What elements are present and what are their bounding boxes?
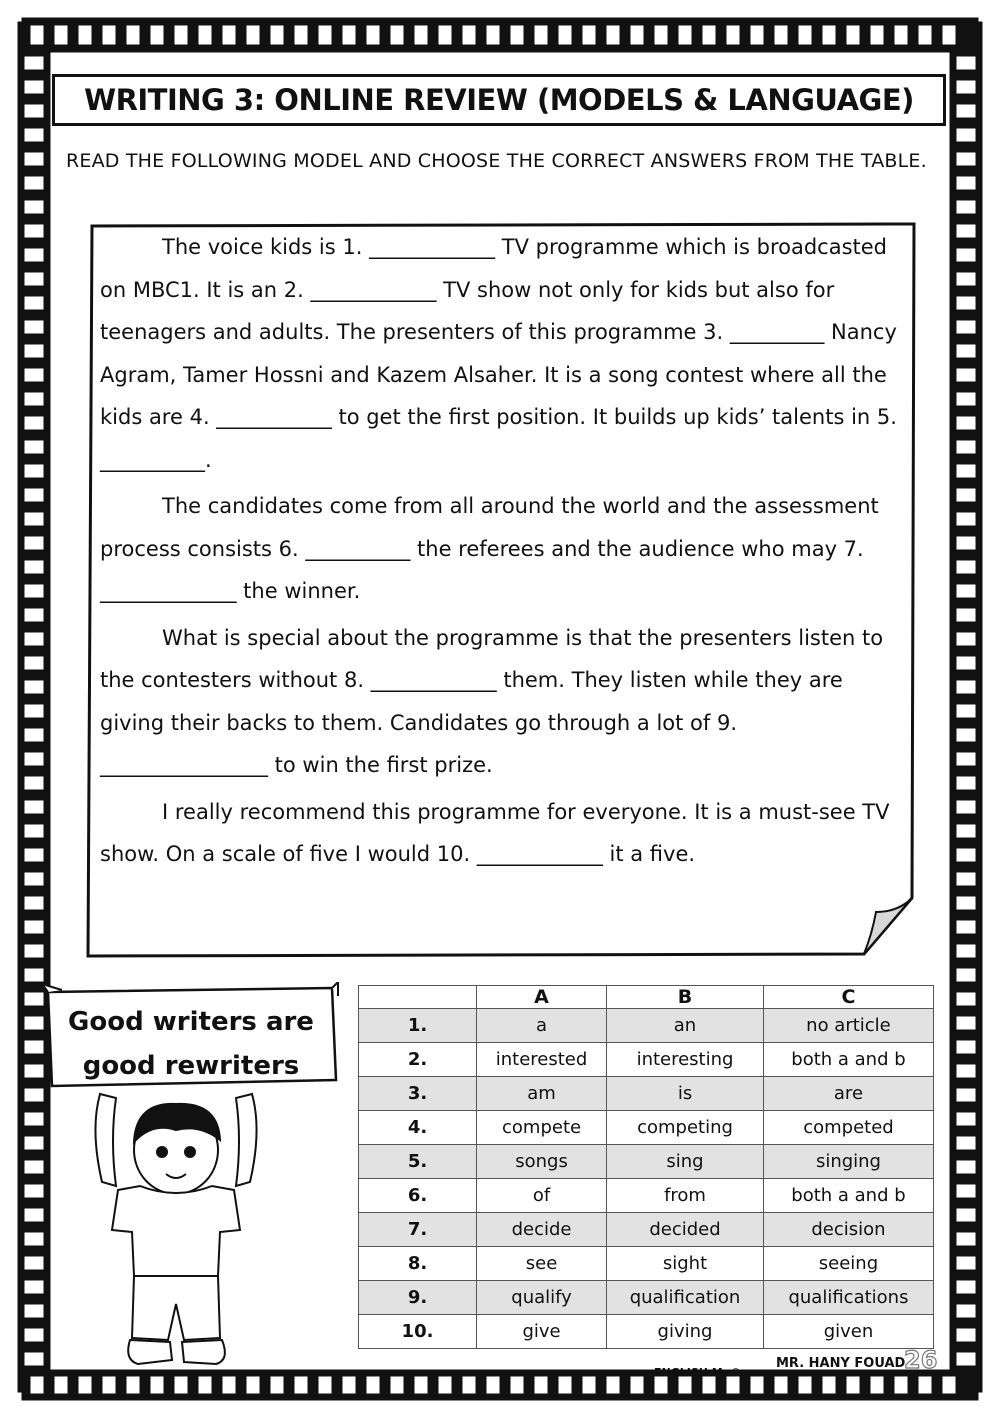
frame-hole bbox=[294, 25, 308, 45]
frame-hole bbox=[126, 25, 140, 45]
frame-hole bbox=[956, 872, 976, 886]
table-header-row bbox=[359, 986, 934, 1009]
frame-hole bbox=[24, 1232, 44, 1246]
frame-hole bbox=[24, 152, 44, 166]
frame-hole bbox=[956, 992, 976, 1006]
frame-hole bbox=[24, 584, 44, 598]
frame-hole bbox=[174, 25, 188, 45]
frame-hole bbox=[582, 25, 596, 45]
frame-hole bbox=[30, 25, 44, 45]
option-cell-b: giving bbox=[607, 1315, 764, 1349]
option-cell-a: songs bbox=[477, 1145, 607, 1179]
header-number bbox=[359, 986, 477, 1009]
frame-hole bbox=[846, 25, 860, 45]
table-row bbox=[359, 1145, 934, 1179]
frame-hole bbox=[24, 1184, 44, 1198]
frame-hole bbox=[942, 25, 956, 45]
frame-hole bbox=[774, 1376, 788, 1394]
frame-hole bbox=[956, 608, 976, 622]
frame-hole bbox=[486, 25, 500, 45]
option-cell-b: sight bbox=[607, 1247, 764, 1281]
frame-hole bbox=[366, 25, 380, 45]
row-number-cell: 9. bbox=[359, 1281, 477, 1315]
frame-hole bbox=[822, 25, 836, 45]
frame-hole bbox=[24, 1352, 44, 1366]
option-cell-a: decide bbox=[477, 1213, 607, 1247]
frame-hole bbox=[918, 25, 932, 45]
option-cell-b: competing bbox=[607, 1111, 764, 1145]
frame-hole bbox=[24, 1256, 44, 1270]
frame-hole bbox=[606, 25, 620, 45]
frame-hole bbox=[956, 1136, 976, 1150]
frame-hole bbox=[774, 25, 788, 45]
banner-line-2: good rewriters bbox=[82, 1051, 300, 1081]
table-row bbox=[359, 1281, 934, 1315]
frame-hole bbox=[956, 392, 976, 406]
frame-hole bbox=[78, 25, 92, 45]
frame-hole bbox=[24, 728, 44, 742]
frame-hole bbox=[342, 25, 356, 45]
frame-hole bbox=[956, 680, 976, 694]
option-cell-b: interesting bbox=[607, 1043, 764, 1077]
frame-hole bbox=[956, 512, 976, 526]
frame-hole bbox=[630, 25, 644, 45]
frame-hole bbox=[24, 200, 44, 214]
answers-table bbox=[358, 985, 934, 1349]
frame-hole bbox=[702, 25, 716, 45]
frame-hole bbox=[956, 464, 976, 478]
frame-hole bbox=[24, 1160, 44, 1174]
review-paragraph-4: I really recommend this programme for everyone. It is a must-see TV show. On a scale of five I would 10. ____________ it a five. bbox=[100, 799, 890, 866]
table-row bbox=[359, 1247, 934, 1281]
frame-hole bbox=[24, 392, 44, 406]
option-cell-b: sing bbox=[607, 1145, 764, 1179]
frame-hole bbox=[24, 656, 44, 670]
frame-hole bbox=[558, 1376, 572, 1394]
frame-hole bbox=[486, 1376, 500, 1394]
frame-hole bbox=[510, 25, 524, 45]
frame-hole bbox=[956, 1232, 976, 1246]
table-row bbox=[359, 1213, 934, 1247]
frame-hole bbox=[956, 440, 976, 454]
frame-hole bbox=[222, 25, 236, 45]
frame-hole bbox=[956, 1304, 976, 1318]
option-cell-a: a bbox=[477, 1009, 607, 1043]
frame-hole bbox=[956, 920, 976, 934]
frame-hole bbox=[24, 320, 44, 334]
frame-hole bbox=[318, 1376, 332, 1394]
frame-hole bbox=[956, 704, 976, 718]
frame-hole bbox=[846, 1376, 860, 1394]
frame-hole bbox=[24, 80, 44, 94]
frame-hole bbox=[942, 1376, 956, 1394]
frame-hole bbox=[24, 968, 44, 982]
frame-hole bbox=[956, 1280, 976, 1294]
frame-hole bbox=[534, 25, 548, 45]
frame-hole bbox=[24, 848, 44, 862]
frame-hole bbox=[24, 1208, 44, 1222]
frame-hole bbox=[24, 272, 44, 286]
header-c: C bbox=[763, 986, 933, 1009]
author-label: MR. HANY FOUAD bbox=[776, 1356, 906, 1371]
frame-hole bbox=[294, 1376, 308, 1394]
option-cell-b: qualification bbox=[607, 1281, 764, 1315]
frame-hole bbox=[558, 25, 572, 45]
frame-hole bbox=[956, 536, 976, 550]
frame-hole bbox=[24, 368, 44, 382]
frame-hole bbox=[30, 1376, 44, 1394]
option-cell-a: interested bbox=[477, 1043, 607, 1077]
option-cell-b: from bbox=[607, 1179, 764, 1213]
frame-hole bbox=[24, 440, 44, 454]
table-row bbox=[359, 1315, 934, 1349]
frame-hole bbox=[798, 25, 812, 45]
frame-hole bbox=[956, 752, 976, 766]
frame-hole bbox=[956, 488, 976, 502]
frame-hole bbox=[24, 224, 44, 238]
frame-hole bbox=[24, 824, 44, 838]
frame-hole bbox=[24, 752, 44, 766]
frame-hole bbox=[390, 25, 404, 45]
row-number-cell: 1. bbox=[359, 1009, 477, 1043]
option-cell-a: see bbox=[477, 1247, 607, 1281]
frame-hole bbox=[24, 608, 44, 622]
option-cell-a: compete bbox=[477, 1111, 607, 1145]
frame-hole bbox=[390, 1376, 404, 1394]
frame-hole bbox=[894, 25, 908, 45]
frame-hole bbox=[956, 320, 976, 334]
table-row bbox=[359, 1077, 934, 1111]
option-cell-a: give bbox=[477, 1315, 607, 1349]
frame-hole bbox=[462, 25, 476, 45]
frame-hole bbox=[956, 1328, 976, 1342]
frame-hole bbox=[956, 224, 976, 238]
table-row bbox=[359, 1111, 934, 1145]
option-cell-c: seeing bbox=[763, 1247, 933, 1281]
frame-hole bbox=[956, 896, 976, 910]
frame-hole bbox=[24, 872, 44, 886]
frame-hole bbox=[24, 416, 44, 430]
frame-hole bbox=[956, 248, 976, 262]
frame-hole bbox=[956, 1256, 976, 1270]
frame-hole bbox=[956, 152, 976, 166]
header-a: A bbox=[477, 986, 607, 1009]
frame-hole bbox=[24, 1112, 44, 1126]
frame-hole bbox=[956, 656, 976, 670]
frame-hole bbox=[956, 848, 976, 862]
frame-hole bbox=[102, 25, 116, 45]
option-cell-c: qualifications bbox=[763, 1281, 933, 1315]
table-row bbox=[359, 1043, 934, 1077]
option-cell-b: is bbox=[607, 1077, 764, 1111]
frame-hole bbox=[918, 1376, 932, 1394]
row-number-cell: 10. bbox=[359, 1315, 477, 1349]
frame-hole bbox=[750, 25, 764, 45]
frame-hole bbox=[54, 1376, 68, 1394]
frame-hole bbox=[270, 1376, 284, 1394]
frame-hole bbox=[726, 25, 740, 45]
frame-hole bbox=[24, 1280, 44, 1294]
frame-hole bbox=[870, 1376, 884, 1394]
frame-hole bbox=[342, 1376, 356, 1394]
frame-hole bbox=[24, 248, 44, 262]
frame-hole bbox=[630, 1376, 644, 1394]
table-row bbox=[359, 1179, 934, 1213]
row-number-cell: 4. bbox=[359, 1111, 477, 1145]
frame-hole bbox=[534, 1376, 548, 1394]
frame-hole bbox=[510, 1376, 524, 1394]
frame-hole bbox=[24, 944, 44, 958]
frame-hole bbox=[956, 560, 976, 574]
frame-hole bbox=[606, 1376, 620, 1394]
frame-hole bbox=[54, 25, 68, 45]
frame-hole bbox=[956, 1088, 976, 1102]
frame-hole bbox=[750, 1376, 764, 1394]
option-cell-a: qualify bbox=[477, 1281, 607, 1315]
row-number-cell: 2. bbox=[359, 1043, 477, 1077]
row-number-cell: 6. bbox=[359, 1179, 477, 1213]
frame-hole bbox=[678, 25, 692, 45]
frame-hole bbox=[956, 1016, 976, 1030]
frame-hole bbox=[24, 344, 44, 358]
frame-hole bbox=[438, 25, 452, 45]
frame-hole bbox=[24, 296, 44, 310]
frame-hole bbox=[956, 200, 976, 214]
frame-hole bbox=[956, 296, 976, 310]
frame-hole bbox=[24, 1328, 44, 1342]
frame-hole bbox=[414, 25, 428, 45]
frame-hole bbox=[956, 56, 976, 70]
frame-hole bbox=[798, 1376, 812, 1394]
frame-hole bbox=[24, 536, 44, 550]
frame-hole bbox=[24, 632, 44, 646]
frame-hole bbox=[956, 584, 976, 598]
frame-hole bbox=[956, 776, 976, 790]
frame-hole bbox=[956, 104, 976, 118]
frame-hole bbox=[654, 25, 668, 45]
frame-hole bbox=[24, 800, 44, 814]
header-b: B bbox=[607, 986, 764, 1009]
frame-hole bbox=[956, 944, 976, 958]
frame-hole bbox=[956, 1184, 976, 1198]
frame-hole bbox=[956, 800, 976, 814]
row-number-cell: 5. bbox=[359, 1145, 477, 1179]
frame-hole bbox=[24, 896, 44, 910]
frame-hole bbox=[956, 968, 976, 982]
option-cell-a: am bbox=[477, 1077, 607, 1111]
option-cell-c: both a and b bbox=[763, 1179, 933, 1213]
frame-hole bbox=[956, 128, 976, 142]
frame-hole bbox=[318, 25, 332, 45]
frame-hole bbox=[150, 25, 164, 45]
frame-hole bbox=[24, 512, 44, 526]
frame-hole bbox=[24, 176, 44, 190]
frame-hole bbox=[366, 1376, 380, 1394]
frame-hole bbox=[24, 1136, 44, 1150]
title-box bbox=[52, 74, 946, 126]
frame-hole bbox=[462, 1376, 476, 1394]
option-cell-c: given bbox=[763, 1315, 933, 1349]
option-cell-c: singing bbox=[763, 1145, 933, 1179]
frame-hole bbox=[24, 104, 44, 118]
frame-hole bbox=[24, 920, 44, 934]
frame-hole bbox=[270, 25, 284, 45]
banner-text bbox=[60, 1000, 322, 1088]
banner-line-1: Good writers are bbox=[68, 1007, 314, 1037]
frame-hole bbox=[956, 1160, 976, 1174]
option-cell-c: no article bbox=[763, 1009, 933, 1043]
option-cell-c: are bbox=[763, 1077, 933, 1111]
frame-hole bbox=[956, 824, 976, 838]
review-text bbox=[100, 226, 910, 880]
option-cell-c: decision bbox=[763, 1213, 933, 1247]
frame-hole bbox=[414, 1376, 428, 1394]
frame-hole bbox=[956, 1112, 976, 1126]
row-number-cell: 3. bbox=[359, 1077, 477, 1111]
option-cell-c: both a and b bbox=[763, 1043, 933, 1077]
frame-hole bbox=[24, 680, 44, 694]
frame-hole bbox=[198, 25, 212, 45]
review-paragraph-1: The voice kids is 1. ____________ TV programme which is broadcasted on MBC1. It is an 2. ____________ TV show not only for kids but also for teenagers and adults. The presenters of this programme 3. _________ Nancy Agram, Tamer Hossni and Kazem Alsaher. It is a song contest where all the kids are 4. ___________ to get the first position. It builds up kids’ talents in 5. __________. bbox=[100, 235, 897, 472]
frame-hole bbox=[956, 344, 976, 358]
frame-hole bbox=[956, 1040, 976, 1054]
frame-hole bbox=[956, 728, 976, 742]
row-number-cell: 7. bbox=[359, 1213, 477, 1247]
frame-hole bbox=[24, 56, 44, 70]
review-paragraph-3: What is special about the programme is that the presenters listen to the contesters without 8. ____________ them. They listen while they are giving their backs to them. Candidates go through a lot of 9. ________________ to win the first prize. bbox=[100, 625, 884, 777]
review-paragraph-2: The candidates come from all around the world and the assessment process consists 6. __________ the referees and the audience who may 7. _____________ the winner. bbox=[100, 494, 879, 603]
frame-hole bbox=[24, 488, 44, 502]
frame-hole bbox=[894, 1376, 908, 1394]
row-number-cell: 8. bbox=[359, 1247, 477, 1281]
brand-label: ENGLISH Me® bbox=[654, 1366, 742, 1379]
option-cell-b: an bbox=[607, 1009, 764, 1043]
frame-hole bbox=[822, 1376, 836, 1394]
option-cell-a: of bbox=[477, 1179, 607, 1213]
frame-hole bbox=[956, 368, 976, 382]
option-cell-b: decided bbox=[607, 1213, 764, 1247]
frame-hole bbox=[24, 1304, 44, 1318]
frame-hole bbox=[582, 1376, 596, 1394]
frame-hole bbox=[956, 1352, 976, 1366]
page-title: WRITING 3: ONLINE REVIEW (MODELS & LANGUAGE) bbox=[84, 83, 914, 117]
frame-hole bbox=[246, 25, 260, 45]
frame-hole bbox=[24, 776, 44, 790]
frame-hole bbox=[956, 1208, 976, 1222]
frame-hole bbox=[24, 560, 44, 574]
frame-hole bbox=[24, 128, 44, 142]
frame-hole bbox=[438, 1376, 452, 1394]
frame-hole bbox=[956, 416, 976, 430]
frame-hole bbox=[956, 80, 976, 94]
frame-hole bbox=[956, 632, 976, 646]
frame-hole bbox=[870, 25, 884, 45]
frame-hole bbox=[24, 704, 44, 718]
frame-hole bbox=[956, 1064, 976, 1078]
table-row bbox=[359, 1009, 934, 1043]
frame-hole bbox=[956, 272, 976, 286]
instruction-text: READ THE FOLLOWING MODEL AND CHOOSE THE CORRECT ANSWERS FROM THE TABLE. bbox=[66, 150, 927, 172]
option-cell-c: competed bbox=[763, 1111, 933, 1145]
frame-hole bbox=[24, 464, 44, 478]
frame-hole bbox=[956, 176, 976, 190]
boy-illustration bbox=[80, 1090, 270, 1380]
page-number: 26 bbox=[904, 1346, 938, 1374]
